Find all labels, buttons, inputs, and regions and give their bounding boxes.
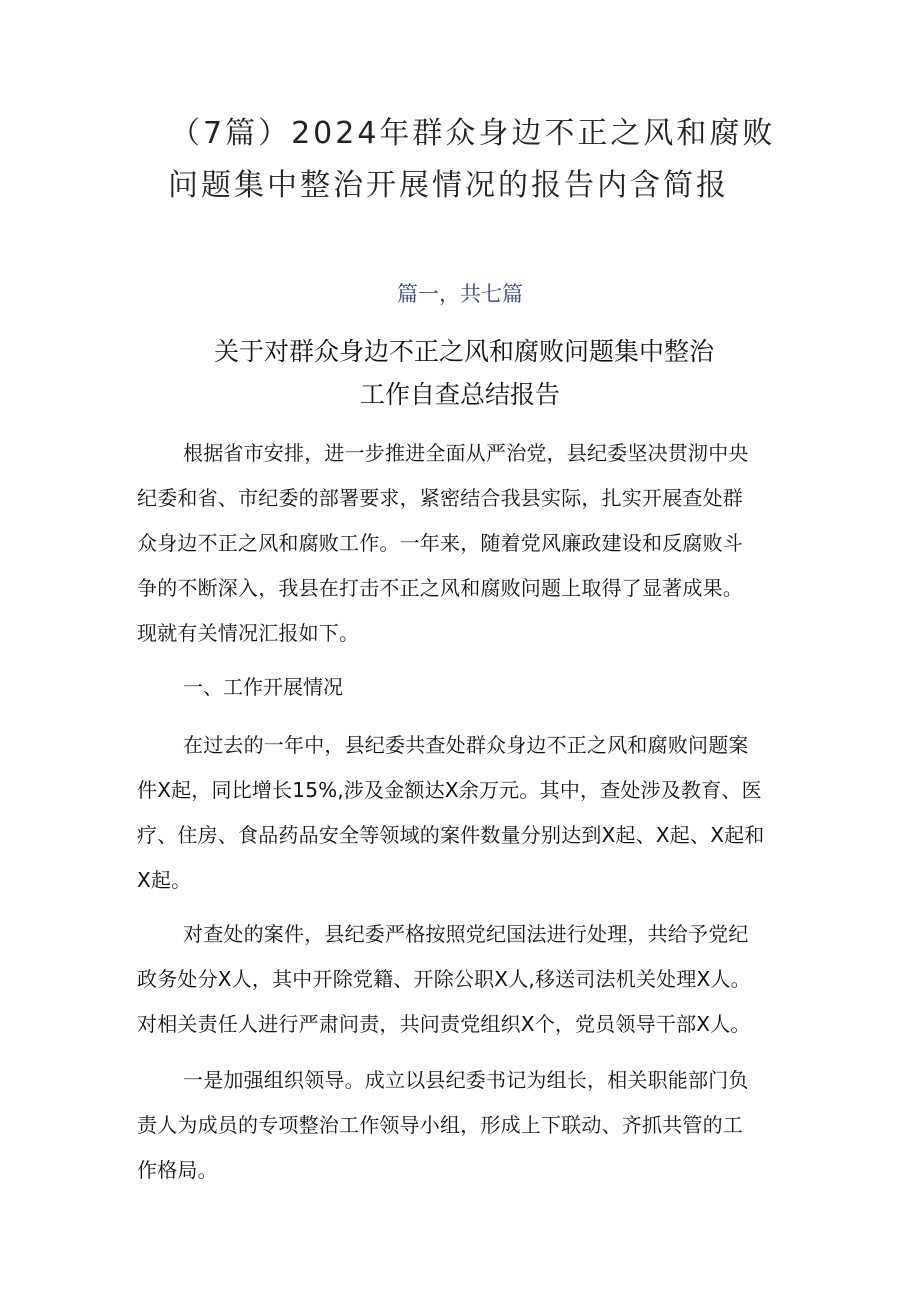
document-title-line-1: （7篇）2024年群众身边不正之风和腐败	[170, 116, 776, 151]
paragraph-leadership	[137, 1058, 797, 1193]
paragraph-line: 争的不断深入，我县在打击不正之风和腐败问题上取得了显著成果。	[137, 576, 743, 600]
paragraph-line: 众身边不正之风和腐败工作。一年来，随着党风廉政建设和反腐败斗	[137, 531, 743, 555]
paragraph-line: 纪委和省、市纪委的部署要求，紧密结合我县实际，扎实开展查处群	[137, 486, 743, 510]
paragraph-line: 作格局。	[137, 1158, 218, 1182]
paragraph-line: 疗、住房、食品药品安全等领域的案件数量分别达到X起、X起、X起和	[137, 823, 765, 847]
paragraph-handling	[137, 912, 797, 1047]
part-label: 篇一，共七篇	[397, 282, 523, 306]
report-subtitle-line-1: 关于对群众身边不正之风和腐败问题集中整治	[213, 337, 714, 366]
paragraph-line: 对查处的案件，县纪委严格按照党纪国法进行处理，共给予党纪	[183, 922, 749, 946]
paragraph-cases	[137, 723, 797, 903]
paragraph-line: 对相关责任人进行严肃问责，共问责党组织X个，党员领导干部X人。	[137, 1012, 751, 1036]
paragraph-line: 件X起，同比增长15%,涉及金额达X余万元。其中，查处涉及教育、医	[137, 778, 762, 802]
document-title	[150, 108, 790, 212]
paragraph-intro	[137, 431, 797, 656]
paragraph-line: 在过去的一年中，县纪委共查处群众身边不正之风和腐败问题案	[183, 733, 749, 757]
paragraph-line: 现就有关情况汇报如下。	[137, 621, 360, 645]
paragraph-line: 责人为成员的专项整治工作领导小组，形成上下联动、齐抓共管的工	[137, 1113, 743, 1137]
report-subtitle	[0, 330, 920, 416]
section-heading: 一、工作开展情况	[183, 675, 343, 699]
paragraph-line: X起。	[137, 868, 192, 892]
paragraph-line: 一是加强组织领导。成立以县纪委书记为组长，相关职能部门负	[183, 1068, 749, 1092]
paragraph-line: 根据省市安排，进一步推进全面从严治党，县纪委坚决贯沏中央	[183, 441, 749, 465]
paragraph-line: 政务处分X人，其中开除党籍、开除公职X人,移送司法机关处理X人。	[137, 967, 751, 991]
report-subtitle-line-2: 工作自查总结报告	[359, 380, 560, 409]
document-title-line-2: 问题集中整治开展情况的报告内含简报	[168, 168, 729, 203]
